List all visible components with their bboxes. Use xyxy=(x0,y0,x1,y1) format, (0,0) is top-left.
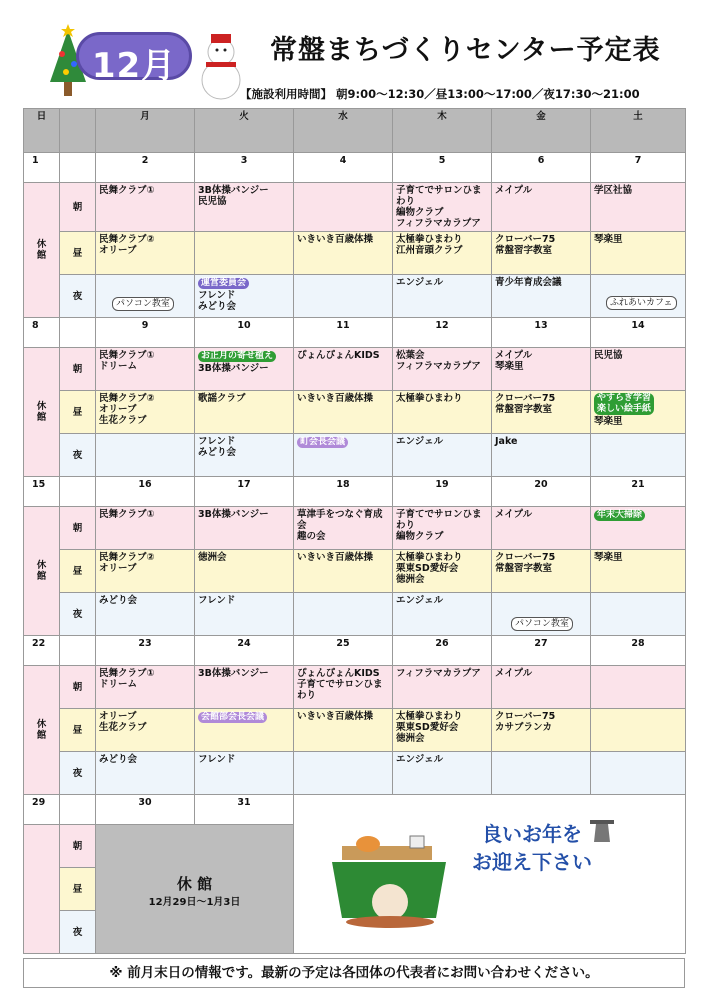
event-cell xyxy=(591,232,686,275)
temple-bell-icon xyxy=(588,818,616,844)
event-text: メイプル 琴楽里 xyxy=(495,350,533,372)
event-cell xyxy=(492,391,591,434)
event-cell xyxy=(393,709,492,752)
event-cell xyxy=(96,550,195,593)
event-text: 徳洲会 xyxy=(198,552,227,563)
event-cell xyxy=(591,550,686,593)
date-cell: 10 xyxy=(195,318,294,348)
event-text: 民舞クラブ① xyxy=(99,509,155,520)
event-text: 3B体操バンジー xyxy=(198,363,269,374)
date-sun: 15 xyxy=(24,477,60,507)
event-cell xyxy=(393,550,492,593)
slot-row-hiru xyxy=(24,232,686,275)
closed-char-2: 館 xyxy=(36,730,47,741)
slot-row-asa xyxy=(24,666,686,709)
event-text: 琴楽里 xyxy=(594,416,623,427)
event-text: エンジェル xyxy=(396,277,444,288)
event-cell xyxy=(492,752,591,795)
event-cell xyxy=(393,391,492,434)
pc-class-bubble-2: パソコン教室 xyxy=(511,617,573,631)
event-cell xyxy=(195,183,294,232)
event-cell xyxy=(492,348,591,391)
closed-sunday xyxy=(24,666,60,795)
event-cell xyxy=(96,348,195,391)
event-cell xyxy=(393,275,492,318)
pc-class-bubble: パソコン教室 xyxy=(112,297,174,311)
event-cell xyxy=(96,593,195,636)
event-text: 琴楽里 xyxy=(594,234,623,245)
date-row xyxy=(24,318,686,348)
date-cell: 28 xyxy=(591,636,686,666)
date-spacer xyxy=(60,318,96,348)
date-cell: 7 xyxy=(591,153,686,183)
closed-char-1: 休 xyxy=(36,719,47,730)
greeting-line-2: お迎え下さい xyxy=(472,850,592,874)
event-tag: やすらぎ学習 楽しい絵手紙 xyxy=(594,393,654,415)
date-spacer xyxy=(60,477,96,507)
slot-row-hiru xyxy=(24,550,686,593)
date-cell: 20 xyxy=(492,477,591,507)
event-text: 子育てでサロンひまわり 編物クラブ フィフラマカラプア xyxy=(396,185,482,229)
closed-sunday xyxy=(24,348,60,477)
closed-range: 12月29日～1月3日 xyxy=(148,896,241,908)
event-cell xyxy=(195,507,294,550)
snowman-icon xyxy=(198,30,244,102)
event-cell xyxy=(492,183,591,232)
event-text: メイプル xyxy=(495,509,533,520)
date-cell: 21 xyxy=(591,477,686,507)
event-cell xyxy=(591,348,686,391)
header xyxy=(0,0,706,108)
event-cell xyxy=(492,666,591,709)
event-cell xyxy=(294,348,393,391)
date-sun: 22 xyxy=(24,636,60,666)
slot-label: 夜 xyxy=(60,275,96,318)
event-text: 民舞クラブ② オリーブ xyxy=(99,234,155,256)
event-cell xyxy=(195,666,294,709)
event-text: 太極拳ひまわり 江州音頭クラブ xyxy=(396,234,463,256)
event-cell xyxy=(591,709,686,752)
event-text: フレンド みどり会 xyxy=(198,290,237,312)
slot-row-yoru xyxy=(24,593,686,636)
date-cell: 18 xyxy=(294,477,393,507)
weekday-thu: 木 xyxy=(393,109,492,153)
event-text: いきいき百歳体操 xyxy=(297,711,374,722)
event-text: 琴楽里 xyxy=(594,552,623,563)
weekday-header xyxy=(24,109,686,153)
event-tag: 町会長会議 xyxy=(297,437,348,448)
event-text: 民児協 xyxy=(594,350,623,361)
event-text: フレンド xyxy=(198,595,236,606)
slot-label: 朝 xyxy=(60,348,96,391)
event-text: 3B体操バンジー xyxy=(198,668,269,679)
event-cell xyxy=(591,507,686,550)
event-cell xyxy=(96,275,195,318)
event-text: 青少年育成会議 xyxy=(495,277,562,288)
event-cell xyxy=(294,434,393,477)
event-text: 太極拳ひまわり 栗東SD愛好会 徳洲会 xyxy=(396,711,463,744)
slot-label: 夜 xyxy=(60,752,96,795)
slot-row-hiru xyxy=(24,391,686,434)
event-cell xyxy=(294,666,393,709)
event-cell xyxy=(393,183,492,232)
event-cell xyxy=(96,507,195,550)
event-cell xyxy=(96,391,195,434)
event-cell xyxy=(96,434,195,477)
event-cell xyxy=(294,507,393,550)
date-cell: 25 xyxy=(294,636,393,666)
event-cell xyxy=(195,391,294,434)
date-sun: 1 xyxy=(24,153,60,183)
event-cell xyxy=(195,550,294,593)
date-cell: 9 xyxy=(96,318,195,348)
event-text: みどり会 xyxy=(99,754,138,765)
page-title: 常盤まちづくりセンター予定表 xyxy=(270,35,661,66)
weekday-mon: 月 xyxy=(96,109,195,153)
event-cell xyxy=(492,434,591,477)
weekday-sun: 日 xyxy=(24,109,60,153)
slot-row-asa xyxy=(24,348,686,391)
event-tag: 会館部会長会議 xyxy=(198,712,267,723)
slot-row-yoru xyxy=(24,752,686,795)
event-text: クローバー75 常盤習字教室 xyxy=(495,393,556,415)
closed-sunday xyxy=(24,183,60,318)
slot-label: 朝 xyxy=(60,183,96,232)
date-cell: 27 xyxy=(492,636,591,666)
new-year-greeting xyxy=(472,820,592,876)
event-cell xyxy=(492,709,591,752)
event-text: フレンド xyxy=(198,754,236,765)
date-cell: 4 xyxy=(294,153,393,183)
event-cell xyxy=(591,593,686,636)
date-cell: 17 xyxy=(195,477,294,507)
event-cell xyxy=(492,275,591,318)
slot-label: 昼 xyxy=(60,391,96,434)
date-cell: 6 xyxy=(492,153,591,183)
event-text: オリーブ 生花クラブ xyxy=(99,711,147,733)
event-text: エンジェル xyxy=(396,754,444,765)
event-text: 太極拳ひまわり 栗東SD愛好会 徳洲会 xyxy=(396,552,463,585)
event-text: 民舞クラブ① xyxy=(99,185,155,196)
event-cell xyxy=(294,752,393,795)
event-cell xyxy=(96,183,195,232)
slot-row-hiru xyxy=(24,709,686,752)
event-text: みどり会 xyxy=(99,595,138,606)
event-text: 太極拳ひまわり xyxy=(396,393,463,404)
date-cell: 24 xyxy=(195,636,294,666)
event-cell xyxy=(393,666,492,709)
event-text: ぴょんぴょんKIDS xyxy=(297,350,380,361)
date-cell: 13 xyxy=(492,318,591,348)
date-row xyxy=(24,153,686,183)
event-cell xyxy=(96,666,195,709)
date-spacer xyxy=(60,636,96,666)
event-cell xyxy=(294,183,393,232)
holiday-closed xyxy=(96,825,294,954)
event-text: クローバー75 カサブランカ xyxy=(495,711,556,733)
slot-label: 夜 xyxy=(60,434,96,477)
weekday-blank xyxy=(60,109,96,153)
date-cell: 12 xyxy=(393,318,492,348)
event-text: 歌謡クラブ xyxy=(198,393,246,404)
event-cell xyxy=(96,232,195,275)
event-text: 民舞クラブ① ドリーム xyxy=(99,668,155,690)
event-cell xyxy=(195,434,294,477)
date-cell: 30 xyxy=(96,795,195,825)
weekday-tue: 火 xyxy=(195,109,294,153)
event-text: 3B体操バンジー xyxy=(198,509,269,520)
event-cell xyxy=(393,348,492,391)
weekday-fri: 金 xyxy=(492,109,591,153)
closed-char-1: 休 xyxy=(36,401,47,412)
event-tag: 運営委員会 xyxy=(198,278,249,289)
event-text: 学区社協 xyxy=(594,185,633,196)
event-cell xyxy=(195,709,294,752)
event-cell xyxy=(195,593,294,636)
event-text: 子育てでサロンひまわり 編物クラブ xyxy=(396,509,482,542)
slot-label: 夜 xyxy=(60,593,96,636)
date-row xyxy=(24,477,686,507)
event-cell xyxy=(591,391,686,434)
event-cell xyxy=(294,709,393,752)
event-text: フレンド みどり会 xyxy=(198,436,237,458)
date-cell: 26 xyxy=(393,636,492,666)
slot-row-asa xyxy=(24,183,686,232)
event-cell xyxy=(195,232,294,275)
cafe-bubble: ふれあいカフェ xyxy=(606,296,677,310)
closed-char-2: 館 xyxy=(36,412,47,423)
date-spacer xyxy=(60,795,96,825)
event-cell xyxy=(96,709,195,752)
event-cell xyxy=(591,434,686,477)
event-cell xyxy=(492,507,591,550)
event-text: クローバー75 常盤習字教室 xyxy=(495,552,556,574)
date-cell: 5 xyxy=(393,153,492,183)
date-row xyxy=(24,636,686,666)
event-cell xyxy=(591,752,686,795)
event-cell xyxy=(393,593,492,636)
event-cell xyxy=(492,550,591,593)
slot-label: 朝 xyxy=(60,666,96,709)
event-text: 草津手をつなぐ育成会 趣の会 xyxy=(297,509,383,542)
slot-row-yoru xyxy=(24,434,686,477)
slot-row-yoru xyxy=(24,275,686,318)
event-text: ぴょんぴょんKIDS 子育てでサロンひまわり xyxy=(297,668,383,701)
date-sun: 8 xyxy=(24,318,60,348)
event-cell xyxy=(294,391,393,434)
slot-label: 昼 xyxy=(60,232,96,275)
event-tag: お正月の寄せ植え xyxy=(198,351,276,362)
event-cell xyxy=(195,348,294,391)
event-text: 民舞クラブ② オリーブ xyxy=(99,552,155,574)
closed-char-1: 休 xyxy=(36,239,47,250)
date-cell: 14 xyxy=(591,318,686,348)
event-text: エンジェル xyxy=(396,436,444,447)
event-cell xyxy=(195,752,294,795)
event-cell xyxy=(393,434,492,477)
date-cell: 2 xyxy=(96,153,195,183)
event-text: フィフラマカラプア xyxy=(396,668,481,679)
closed-sunday xyxy=(24,507,60,636)
event-cell xyxy=(195,275,294,318)
event-text: 3B体操バンジー 民児協 xyxy=(198,185,269,207)
event-cell xyxy=(294,593,393,636)
weekday-wed: 水 xyxy=(294,109,393,153)
event-text: 松葉会 フィフラマカラプア xyxy=(396,350,481,372)
slot-label: 夜 xyxy=(60,911,96,954)
event-text: 民舞クラブ② オリーブ 生花クラブ xyxy=(99,393,155,426)
event-cell xyxy=(393,507,492,550)
event-text: いきいき百歳体操 xyxy=(297,393,374,404)
event-cell xyxy=(393,232,492,275)
event-cell xyxy=(591,183,686,232)
event-cell xyxy=(492,232,591,275)
event-cell xyxy=(96,752,195,795)
slot-row-asa xyxy=(24,507,686,550)
closed-sunday xyxy=(24,825,60,954)
event-text: メイプル xyxy=(495,185,533,196)
weekday-sat: 土 xyxy=(591,109,686,153)
kotatsu-cat-illustration xyxy=(328,822,450,930)
date-sun: 29 xyxy=(24,795,60,825)
footer-note: ※ 前月末日の情報です。最新の予定は各団体の代表者にお問い合わせください。 xyxy=(23,958,685,988)
date-cell: 31 xyxy=(195,795,294,825)
greeting-line-1: 良いお年を xyxy=(482,822,582,846)
facility-hours: 【施設利用時間】 朝9:00～12:30／昼13:00～17:00／夜17:30～21:00 xyxy=(240,87,640,101)
date-cell: 19 xyxy=(393,477,492,507)
event-cell xyxy=(294,232,393,275)
closed-title: 休 館 xyxy=(176,874,213,893)
date-cell: 11 xyxy=(294,318,393,348)
date-cell: 3 xyxy=(195,153,294,183)
slot-label: 昼 xyxy=(60,709,96,752)
event-text: メイプル xyxy=(495,668,533,679)
event-tag: 年末大掃除 xyxy=(594,510,645,521)
month-badge: 12月 xyxy=(76,32,192,80)
event-text: Jake xyxy=(495,436,518,447)
event-text: いきいき百歳体操 xyxy=(297,234,374,245)
date-spacer xyxy=(60,153,96,183)
slot-label: 昼 xyxy=(60,868,96,911)
event-cell xyxy=(591,666,686,709)
date-cell: 16 xyxy=(96,477,195,507)
event-text: エンジェル xyxy=(396,595,444,606)
event-cell xyxy=(393,752,492,795)
event-cell xyxy=(294,550,393,593)
event-text: クローバー75 常盤習字教室 xyxy=(495,234,556,256)
date-cell: 23 xyxy=(96,636,195,666)
closed-char-2: 館 xyxy=(36,250,47,261)
event-text: いきいき百歳体操 xyxy=(297,552,374,563)
slot-label: 朝 xyxy=(60,507,96,550)
event-text: 民舞クラブ① ドリーム xyxy=(99,350,155,372)
closed-char-1: 休 xyxy=(36,560,47,571)
slot-label: 昼 xyxy=(60,550,96,593)
slot-label: 朝 xyxy=(60,825,96,868)
event-cell xyxy=(294,275,393,318)
closed-char-2: 館 xyxy=(36,571,47,582)
